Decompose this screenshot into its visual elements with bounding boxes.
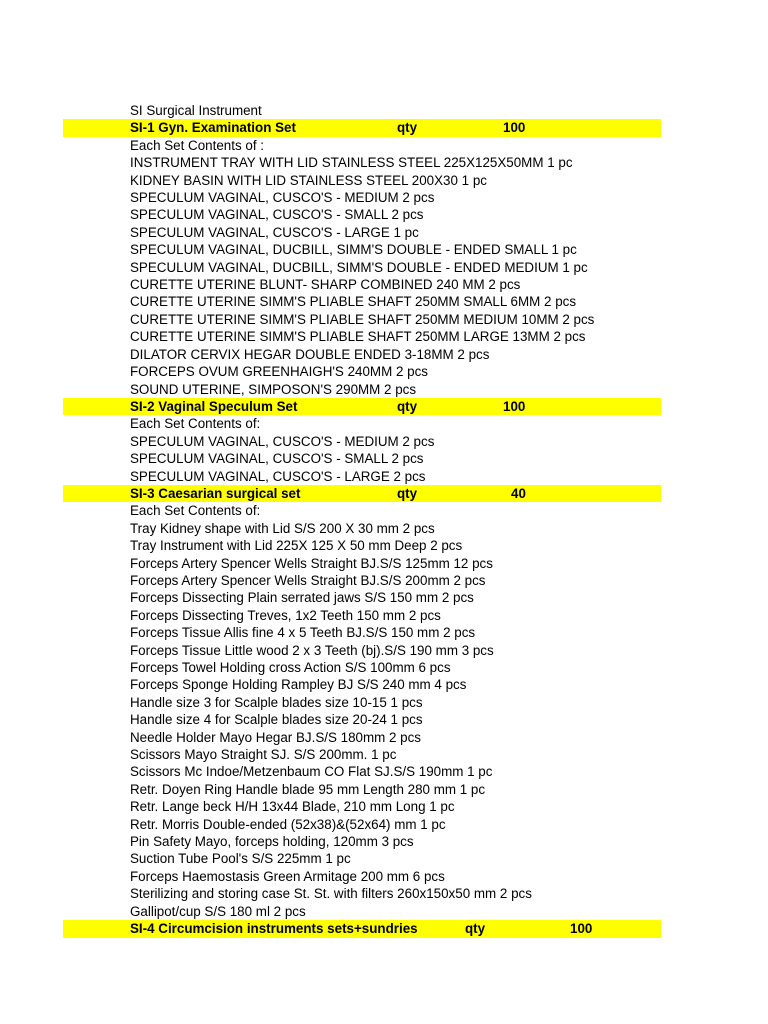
list-item: [0, 172, 768, 189]
list-item: [0, 468, 768, 485]
list-item-text: Tray Instrument with Lid 225X 125 X 50 mm Deep 2 pcs: [130, 538, 463, 554]
list-item-text: Tray Kidney shape with Lid S/S 200 X 30 mm 2 pcs: [130, 520, 435, 536]
set-contents-intro: Each Set Contents of:: [130, 416, 261, 432]
list-item-text: FORCEPS OVUM GREENHAIGH'S 240MM 2 pcs: [130, 364, 428, 380]
list-item-text: CURETTE UTERINE SIMM'S PLIABLE SHAFT 250MM LARGE 13MM 2 pcs: [130, 329, 586, 345]
section-heading: SI-1 Gyn. Examination Set: [130, 120, 296, 136]
list-item: [0, 850, 768, 867]
list-item: [0, 868, 768, 885]
set-contents-intro: Each Set Contents of :: [130, 137, 264, 153]
list-item-text: Forceps Artery Spencer Wells Straight BJ.S/S 200mm 2 pcs: [130, 572, 486, 588]
list-item: [0, 259, 768, 276]
list-item: [0, 311, 768, 328]
list-item: [0, 381, 768, 398]
list-item: [0, 363, 768, 380]
list-item: [0, 642, 768, 659]
document-title-row: [0, 102, 768, 119]
list-item: [0, 224, 768, 241]
list-item-text: SPECULUM VAGINAL, CUSCO'S - MEDIUM 2 pcs: [130, 190, 435, 206]
list-item-text: SPECULUM VAGINAL, DUCBILL, SIMM'S DOUBLE - ENDED SMALL 1 pc: [130, 242, 577, 258]
section-heading: SI-4 Circumcision instruments sets+sundries: [130, 921, 418, 937]
list-item-text: CURETTE UTERINE SIMM'S PLIABLE SHAFT 250MM MEDIUM 10MM 2 pcs: [130, 311, 595, 327]
list-item-text: Retr. Lange beck H/H 13x44 Blade, 210 mm Long 1 pc: [130, 799, 455, 815]
list-item: [0, 659, 768, 676]
list-item: [0, 711, 768, 728]
list-item-text: Pin Safety Mayo, forceps holding, 120mm 3 pcs: [130, 834, 414, 850]
qty-value: 100: [503, 120, 526, 136]
list-item: [0, 346, 768, 363]
list-item: [0, 885, 768, 902]
set-contents-intro-row: [0, 415, 768, 432]
set-contents-intro-row: [0, 137, 768, 154]
list-item-text: Forceps Dissecting Treves, 1x2 Teeth 150 mm 2 pcs: [130, 607, 441, 623]
list-item-text: Scissors Mayo Straight SJ. S/S 200mm. 1 pc: [130, 747, 397, 763]
list-item: [0, 833, 768, 850]
list-item: [0, 763, 768, 780]
list-item-text: SOUND UTERINE, SIMPOSON'S 290MM 2 pcs: [130, 381, 417, 397]
list-item-text: SPECULUM VAGINAL, CUSCO'S - SMALL 2 pcs: [130, 207, 424, 223]
list-item: [0, 450, 768, 467]
list-item-text: Sterilizing and storing case St. St. with filters 260x150x50 mm 2 pcs: [130, 886, 532, 902]
list-item: [0, 798, 768, 815]
qty-value: 100: [570, 921, 593, 937]
list-item-text: Retr. Doyen Ring Handle blade 95 mm Length 280 mm 1 pc: [130, 781, 486, 797]
section-heading-row: [0, 920, 768, 937]
list-item: [0, 729, 768, 746]
qty-value: 40: [511, 485, 526, 501]
list-item-text: Retr. Morris Double-ended (52x38)&(52x64) mm 1 pc: [130, 816, 446, 832]
set-contents-intro: Each Set Contents of:: [130, 503, 261, 519]
list-item: [0, 276, 768, 293]
list-item-text: Forceps Dissecting Plain serrated jaws S/S 150 mm 2 pcs: [130, 590, 474, 606]
section-heading: SI-2 Vaginal Speculum Set: [130, 398, 298, 414]
list-item-text: Scissors Mc Indoe/Metzenbaum CO Flat SJ.S/S 190mm 1 pc: [130, 764, 493, 780]
list-item: [0, 589, 768, 606]
list-item-text: Suction Tube Pool's S/S 225mm 1 pc: [130, 851, 351, 867]
list-item: [0, 537, 768, 554]
qty-label: qty: [397, 398, 418, 414]
section-heading-row: [0, 119, 768, 136]
qty-label: qty: [397, 485, 418, 501]
list-item: [0, 189, 768, 206]
list-item: [0, 154, 768, 171]
list-item: [0, 328, 768, 345]
list-item-text: KIDNEY BASIN WITH LID STAINLESS STEEL 200X30 1 pc: [130, 172, 487, 188]
list-item-text: CURETTE UTERINE BLUNT- SHARP COMBINED 240 MM 2 pcs: [130, 277, 521, 293]
list-item-text: Forceps Towel Holding cross Action S/S 100mm 6 pcs: [130, 660, 451, 675]
section-heading: SI-3 Caesarian surgical set: [130, 485, 301, 501]
list-item-text: Needle Holder Mayo Hegar BJ.S/S 180mm 2 pcs: [130, 729, 422, 745]
document-title: SI Surgical Instrument: [130, 103, 262, 118]
list-item-text: DILATOR CERVIX HEGAR DOUBLE ENDED 3-18MM 2 pcs: [130, 346, 490, 362]
list-item: [0, 903, 768, 920]
section-heading-row: [0, 398, 768, 415]
qty-value: 100: [503, 398, 526, 414]
list-item: [0, 520, 768, 537]
list-item: [0, 607, 768, 624]
list-item: [0, 572, 768, 589]
list-item: [0, 206, 768, 223]
list-item: [0, 816, 768, 833]
section-heading-row: [0, 485, 768, 502]
list-item: [0, 694, 768, 711]
list-item: [0, 433, 768, 450]
list-item: [0, 676, 768, 693]
list-item-text: SPECULUM VAGINAL, CUSCO'S - LARGE 2 pcs: [130, 468, 426, 484]
list-item: [0, 293, 768, 310]
list-item-text: Forceps Tissue Allis fine 4 x 5 Teeth BJ.S/S 150 mm 2 pcs: [130, 625, 476, 641]
list-item-text: Forceps Haemostasis Green Armitage 200 mm 6 pcs: [130, 868, 445, 884]
list-item-text: SPECULUM VAGINAL, CUSCO'S - LARGE 1 pc: [130, 224, 419, 240]
qty-label: qty: [465, 921, 486, 937]
list-item-text: Forceps Tissue Little wood 2 x 3 Teeth (bj).S/S 190 mm 3 pcs: [130, 642, 494, 658]
list-item-text: Forceps Artery Spencer Wells Straight BJ.S/S 125mm 12 pcs: [130, 555, 493, 571]
list-item: [0, 624, 768, 641]
spreadsheet: [0, 102, 768, 938]
list-item-text: Forceps Sponge Holding Rampley BJ S/S 240 mm 4 pcs: [130, 677, 467, 693]
list-item-text: Gallipot/cup S/S 180 ml 2 pcs: [130, 903, 306, 919]
set-contents-intro-row: [0, 502, 768, 519]
list-item-text: INSTRUMENT TRAY WITH LID STAINLESS STEEL 225X125X50MM 1 pc: [130, 155, 573, 171]
list-item: [0, 781, 768, 798]
list-item-text: CURETTE UTERINE SIMM'S PLIABLE SHAFT 250MM SMALL 6MM 2 pcs: [130, 294, 577, 310]
list-item: [0, 241, 768, 258]
list-item-text: Handle size 3 for Scalple blades size 10-15 1 pcs: [130, 694, 423, 710]
list-item-text: SPECULUM VAGINAL, CUSCO'S - MEDIUM 2 pcs: [130, 433, 435, 449]
list-item-text: SPECULUM VAGINAL, DUCBILL, SIMM'S DOUBLE - ENDED MEDIUM 1 pc: [130, 259, 588, 275]
list-item-text: SPECULUM VAGINAL, CUSCO'S - SMALL 2 pcs: [130, 451, 424, 467]
list-item-text: Handle size 4 for Scalple blades size 20-24 1 pcs: [130, 712, 423, 728]
qty-label: qty: [397, 120, 418, 136]
list-item: [0, 555, 768, 572]
list-item: [0, 746, 768, 763]
